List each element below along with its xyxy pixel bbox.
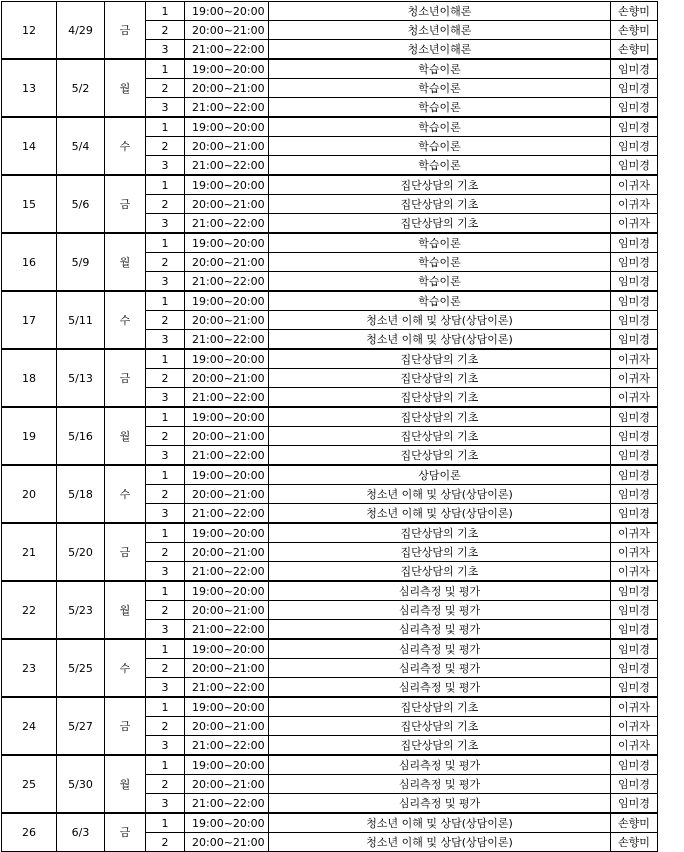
period-number: 2 bbox=[146, 485, 185, 504]
period-number: 1 bbox=[146, 581, 185, 601]
instructor-name: 임미경 bbox=[611, 775, 658, 794]
time-range: 19:00~20:00 bbox=[185, 697, 269, 717]
period-number: 1 bbox=[146, 523, 185, 543]
instructor-name: 이귀자 bbox=[611, 175, 658, 195]
subject-title: 학습이론 bbox=[269, 137, 611, 156]
instructor-name: 임미경 bbox=[611, 59, 658, 79]
session-weekday: 수 bbox=[105, 465, 146, 523]
instructor-name: 임미경 bbox=[611, 156, 658, 176]
table-row bbox=[2, 175, 658, 195]
instructor-name: 임미경 bbox=[611, 330, 658, 350]
period-number: 1 bbox=[146, 349, 185, 369]
subject-title: 청소년이해론 bbox=[269, 21, 611, 40]
period-number: 1 bbox=[146, 59, 185, 79]
period-number: 2 bbox=[146, 79, 185, 98]
instructor-name: 손향미 bbox=[611, 21, 658, 40]
instructor-name: 이귀자 bbox=[611, 523, 658, 543]
instructor-name: 임미경 bbox=[611, 755, 658, 775]
subject-title: 학습이론 bbox=[269, 117, 611, 137]
subject-title: 집단상담의 기초 bbox=[269, 717, 611, 736]
time-range: 19:00~20:00 bbox=[185, 233, 269, 253]
table-row bbox=[2, 581, 658, 601]
period-number: 1 bbox=[146, 465, 185, 485]
subject-title: 집단상담의 기초 bbox=[269, 523, 611, 543]
table-row bbox=[2, 639, 658, 659]
subject-title: 학습이론 bbox=[269, 291, 611, 311]
period-number: 1 bbox=[146, 755, 185, 775]
instructor-name: 이귀자 bbox=[611, 369, 658, 388]
time-range: 21:00~22:00 bbox=[185, 678, 269, 698]
instructor-name: 이귀자 bbox=[611, 736, 658, 756]
instructor-name: 임미경 bbox=[611, 465, 658, 485]
instructor-name: 임미경 bbox=[611, 291, 658, 311]
instructor-name: 임미경 bbox=[611, 678, 658, 698]
period-number: 3 bbox=[146, 98, 185, 118]
time-range: 21:00~22:00 bbox=[185, 620, 269, 640]
period-number: 3 bbox=[146, 330, 185, 350]
subject-title: 심리측정 및 평가 bbox=[269, 794, 611, 814]
subject-title: 집단상담의 기초 bbox=[269, 697, 611, 717]
period-number: 2 bbox=[146, 717, 185, 736]
period-number: 1 bbox=[146, 2, 185, 21]
period-number: 3 bbox=[146, 272, 185, 292]
time-range: 21:00~22:00 bbox=[185, 446, 269, 466]
time-range: 21:00~22:00 bbox=[185, 736, 269, 756]
period-number: 1 bbox=[146, 813, 185, 833]
subject-title: 심리측정 및 평가 bbox=[269, 775, 611, 794]
instructor-name: 임미경 bbox=[611, 485, 658, 504]
session-date: 5/20 bbox=[57, 523, 105, 581]
subject-title: 집단상담의 기초 bbox=[269, 214, 611, 234]
subject-title: 학습이론 bbox=[269, 79, 611, 98]
period-number: 2 bbox=[146, 659, 185, 678]
period-number: 2 bbox=[146, 253, 185, 272]
instructor-name: 손향미 bbox=[611, 40, 658, 60]
instructor-name: 임미경 bbox=[611, 137, 658, 156]
session-weekday: 월 bbox=[105, 755, 146, 813]
table-row bbox=[2, 813, 658, 833]
time-range: 20:00~21:00 bbox=[185, 833, 269, 852]
time-range: 21:00~22:00 bbox=[185, 272, 269, 292]
session-weekday: 금 bbox=[105, 523, 146, 581]
session-weekday: 수 bbox=[105, 639, 146, 697]
instructor-name: 임미경 bbox=[611, 272, 658, 292]
period-number: 2 bbox=[146, 833, 185, 852]
subject-title: 집단상담의 기초 bbox=[269, 427, 611, 446]
session-date: 4/29 bbox=[57, 2, 105, 60]
table-row bbox=[2, 349, 658, 369]
period-number: 2 bbox=[146, 21, 185, 40]
subject-title: 청소년 이해 및 상담(상담이론) bbox=[269, 813, 611, 833]
session-date: 5/13 bbox=[57, 349, 105, 407]
session-weekday: 수 bbox=[105, 117, 146, 175]
time-range: 20:00~21:00 bbox=[185, 253, 269, 272]
session-date: 5/6 bbox=[57, 175, 105, 233]
time-range: 19:00~20:00 bbox=[185, 175, 269, 195]
time-range: 20:00~21:00 bbox=[185, 427, 269, 446]
session-number: 18 bbox=[2, 349, 57, 407]
time-range: 20:00~21:00 bbox=[185, 775, 269, 794]
subject-title: 학습이론 bbox=[269, 156, 611, 176]
subject-title: 청소년이해론 bbox=[269, 40, 611, 60]
period-number: 2 bbox=[146, 427, 185, 446]
instructor-name: 임미경 bbox=[611, 581, 658, 601]
instructor-name: 임미경 bbox=[611, 311, 658, 330]
time-range: 21:00~22:00 bbox=[185, 156, 269, 176]
subject-title: 청소년 이해 및 상담(상담이론) bbox=[269, 311, 611, 330]
subject-title: 집단상담의 기초 bbox=[269, 175, 611, 195]
session-date: 6/3 bbox=[57, 813, 105, 852]
period-number: 2 bbox=[146, 137, 185, 156]
time-range: 20:00~21:00 bbox=[185, 21, 269, 40]
instructor-name: 임미경 bbox=[611, 253, 658, 272]
subject-title: 청소년 이해 및 상담(상담이론) bbox=[269, 504, 611, 524]
period-number: 1 bbox=[146, 175, 185, 195]
session-date: 5/18 bbox=[57, 465, 105, 523]
time-range: 21:00~22:00 bbox=[185, 562, 269, 582]
period-number: 3 bbox=[146, 504, 185, 524]
session-number: 12 bbox=[2, 2, 57, 60]
schedule-table bbox=[1, 1, 658, 852]
period-number: 3 bbox=[146, 40, 185, 60]
session-weekday: 월 bbox=[105, 407, 146, 465]
session-number: 24 bbox=[2, 697, 57, 755]
time-range: 20:00~21:00 bbox=[185, 311, 269, 330]
period-number: 1 bbox=[146, 639, 185, 659]
session-number: 19 bbox=[2, 407, 57, 465]
subject-title: 학습이론 bbox=[269, 272, 611, 292]
time-range: 20:00~21:00 bbox=[185, 543, 269, 562]
subject-title: 집단상담의 기초 bbox=[269, 736, 611, 756]
table-row bbox=[2, 117, 658, 137]
instructor-name: 손향미 bbox=[611, 2, 658, 21]
session-number: 25 bbox=[2, 755, 57, 813]
period-number: 1 bbox=[146, 233, 185, 253]
period-number: 2 bbox=[146, 775, 185, 794]
subject-title: 심리측정 및 평가 bbox=[269, 678, 611, 698]
period-number: 2 bbox=[146, 195, 185, 214]
subject-title: 학습이론 bbox=[269, 98, 611, 118]
instructor-name: 임미경 bbox=[611, 407, 658, 427]
instructor-name: 임미경 bbox=[611, 659, 658, 678]
time-range: 20:00~21:00 bbox=[185, 369, 269, 388]
period-number: 3 bbox=[146, 388, 185, 408]
period-number: 3 bbox=[146, 446, 185, 466]
subject-title: 청소년 이해 및 상담(상담이론) bbox=[269, 485, 611, 504]
instructor-name: 임미경 bbox=[611, 601, 658, 620]
time-range: 20:00~21:00 bbox=[185, 195, 269, 214]
table-row bbox=[2, 233, 658, 253]
session-date: 5/9 bbox=[57, 233, 105, 291]
instructor-name: 이귀자 bbox=[611, 697, 658, 717]
session-number: 22 bbox=[2, 581, 57, 639]
subject-title: 심리측정 및 평가 bbox=[269, 639, 611, 659]
session-number: 26 bbox=[2, 813, 57, 852]
table-row bbox=[2, 465, 658, 485]
time-range: 19:00~20:00 bbox=[185, 2, 269, 21]
session-number: 13 bbox=[2, 59, 57, 117]
instructor-name: 이귀자 bbox=[611, 717, 658, 736]
subject-title: 청소년이해론 bbox=[269, 2, 611, 21]
session-date: 5/2 bbox=[57, 59, 105, 117]
instructor-name: 손향미 bbox=[611, 813, 658, 833]
period-number: 3 bbox=[146, 678, 185, 698]
session-number: 20 bbox=[2, 465, 57, 523]
session-date: 5/30 bbox=[57, 755, 105, 813]
time-range: 19:00~20:00 bbox=[185, 407, 269, 427]
session-number: 17 bbox=[2, 291, 57, 349]
period-number: 1 bbox=[146, 407, 185, 427]
session-number: 15 bbox=[2, 175, 57, 233]
table-row bbox=[2, 755, 658, 775]
table-row bbox=[2, 59, 658, 79]
subject-title: 심리측정 및 평가 bbox=[269, 755, 611, 775]
session-date: 5/27 bbox=[57, 697, 105, 755]
session-weekday: 월 bbox=[105, 233, 146, 291]
subject-title: 청소년 이해 및 상담(상담이론) bbox=[269, 833, 611, 852]
time-range: 20:00~21:00 bbox=[185, 601, 269, 620]
period-number: 2 bbox=[146, 543, 185, 562]
table-row bbox=[2, 2, 658, 21]
instructor-name: 손향미 bbox=[611, 833, 658, 852]
subject-title: 학습이론 bbox=[269, 253, 611, 272]
session-number: 14 bbox=[2, 117, 57, 175]
session-weekday: 수 bbox=[105, 291, 146, 349]
time-range: 19:00~20:00 bbox=[185, 755, 269, 775]
time-range: 21:00~22:00 bbox=[185, 388, 269, 408]
time-range: 21:00~22:00 bbox=[185, 794, 269, 814]
schedule-body bbox=[2, 2, 658, 852]
subject-title: 집단상담의 기초 bbox=[269, 562, 611, 582]
time-range: 20:00~21:00 bbox=[185, 79, 269, 98]
subject-title: 집단상담의 기초 bbox=[269, 446, 611, 466]
session-weekday: 금 bbox=[105, 813, 146, 852]
time-range: 19:00~20:00 bbox=[185, 465, 269, 485]
instructor-name: 이귀자 bbox=[611, 562, 658, 582]
session-number: 23 bbox=[2, 639, 57, 697]
session-date: 5/16 bbox=[57, 407, 105, 465]
time-range: 21:00~22:00 bbox=[185, 330, 269, 350]
table-row bbox=[2, 697, 658, 717]
time-range: 19:00~20:00 bbox=[185, 117, 269, 137]
subject-title: 집단상담의 기초 bbox=[269, 369, 611, 388]
time-range: 19:00~20:00 bbox=[185, 59, 269, 79]
instructor-name: 임미경 bbox=[611, 79, 658, 98]
instructor-name: 임미경 bbox=[611, 446, 658, 466]
time-range: 19:00~20:00 bbox=[185, 291, 269, 311]
subject-title: 집단상담의 기초 bbox=[269, 407, 611, 427]
instructor-name: 이귀자 bbox=[611, 214, 658, 234]
time-range: 19:00~20:00 bbox=[185, 349, 269, 369]
instructor-name: 임미경 bbox=[611, 620, 658, 640]
period-number: 3 bbox=[146, 214, 185, 234]
table-row bbox=[2, 291, 658, 311]
period-number: 3 bbox=[146, 562, 185, 582]
instructor-name: 임미경 bbox=[611, 233, 658, 253]
instructor-name: 임미경 bbox=[611, 98, 658, 118]
table-row bbox=[2, 407, 658, 427]
session-weekday: 금 bbox=[105, 697, 146, 755]
subject-title: 심리측정 및 평가 bbox=[269, 601, 611, 620]
time-range: 20:00~21:00 bbox=[185, 137, 269, 156]
time-range: 21:00~22:00 bbox=[185, 504, 269, 524]
instructor-name: 임미경 bbox=[611, 794, 658, 814]
instructor-name: 임미경 bbox=[611, 427, 658, 446]
subject-title: 학습이론 bbox=[269, 59, 611, 79]
time-range: 20:00~21:00 bbox=[185, 485, 269, 504]
instructor-name: 이귀자 bbox=[611, 543, 658, 562]
subject-title: 심리측정 및 평가 bbox=[269, 581, 611, 601]
session-weekday: 월 bbox=[105, 59, 146, 117]
instructor-name: 이귀자 bbox=[611, 195, 658, 214]
session-weekday: 금 bbox=[105, 175, 146, 233]
time-range: 21:00~22:00 bbox=[185, 40, 269, 60]
time-range: 19:00~20:00 bbox=[185, 813, 269, 833]
subject-title: 집단상담의 기초 bbox=[269, 195, 611, 214]
period-number: 1 bbox=[146, 697, 185, 717]
subject-title: 집단상담의 기초 bbox=[269, 349, 611, 369]
instructor-name: 임미경 bbox=[611, 504, 658, 524]
subject-title: 집단상담의 기초 bbox=[269, 388, 611, 408]
time-range: 19:00~20:00 bbox=[185, 523, 269, 543]
period-number: 3 bbox=[146, 156, 185, 176]
period-number: 3 bbox=[146, 794, 185, 814]
session-date: 5/4 bbox=[57, 117, 105, 175]
period-number: 3 bbox=[146, 620, 185, 640]
time-range: 20:00~21:00 bbox=[185, 659, 269, 678]
session-date: 5/23 bbox=[57, 581, 105, 639]
subject-title: 집단상담의 기초 bbox=[269, 543, 611, 562]
instructor-name: 이귀자 bbox=[611, 388, 658, 408]
period-number: 1 bbox=[146, 291, 185, 311]
instructor-name: 임미경 bbox=[611, 117, 658, 137]
subject-title: 학습이론 bbox=[269, 233, 611, 253]
session-weekday: 금 bbox=[105, 2, 146, 60]
session-date: 5/11 bbox=[57, 291, 105, 349]
period-number: 1 bbox=[146, 117, 185, 137]
time-range: 21:00~22:00 bbox=[185, 214, 269, 234]
session-date: 5/25 bbox=[57, 639, 105, 697]
period-number: 2 bbox=[146, 311, 185, 330]
subject-title: 심리측정 및 평가 bbox=[269, 620, 611, 640]
time-range: 19:00~20:00 bbox=[185, 639, 269, 659]
session-weekday: 금 bbox=[105, 349, 146, 407]
time-range: 21:00~22:00 bbox=[185, 98, 269, 118]
session-number: 21 bbox=[2, 523, 57, 581]
time-range: 19:00~20:00 bbox=[185, 581, 269, 601]
period-number: 2 bbox=[146, 369, 185, 388]
subject-title: 청소년 이해 및 상담(상담이론) bbox=[269, 330, 611, 350]
instructor-name: 이귀자 bbox=[611, 349, 658, 369]
session-number: 16 bbox=[2, 233, 57, 291]
time-range: 20:00~21:00 bbox=[185, 717, 269, 736]
period-number: 3 bbox=[146, 736, 185, 756]
instructor-name: 임미경 bbox=[611, 639, 658, 659]
table-row bbox=[2, 523, 658, 543]
subject-title: 상담이론 bbox=[269, 465, 611, 485]
subject-title: 심리측정 및 평가 bbox=[269, 659, 611, 678]
session-weekday: 월 bbox=[105, 581, 146, 639]
period-number: 2 bbox=[146, 601, 185, 620]
